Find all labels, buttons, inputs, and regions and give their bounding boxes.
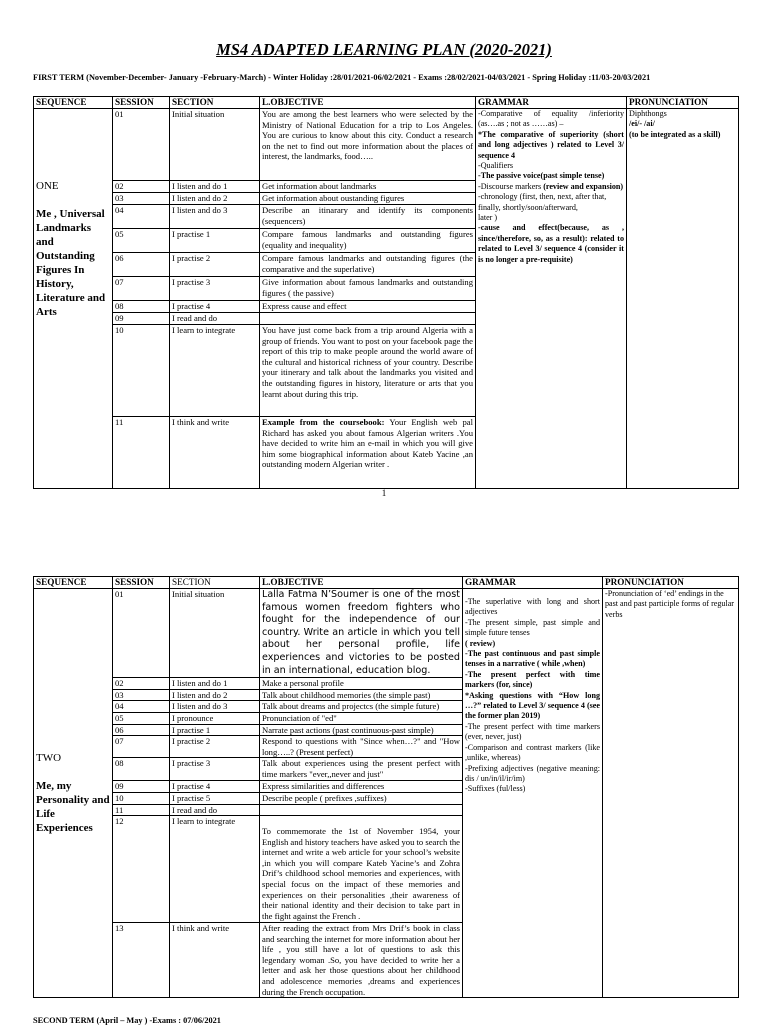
plan-table-sequence-two <box>33 576 739 998</box>
session-cell: 03 <box>113 193 170 205</box>
session-cell: 07 <box>113 277 170 301</box>
objective-lead: Example from the coursebook: <box>262 417 385 427</box>
section-cell: I think and write <box>170 923 260 998</box>
grammar-item-text: -cause and effect(because, as , since/therefore, so, as a result): related to related to Level 3/ sequence 4 (consider it is no longer a pre-requisite) <box>478 223 624 264</box>
header-grammar: GRAMMAR <box>476 97 627 109</box>
grammar-cell <box>476 109 627 489</box>
table-row <box>34 589 739 678</box>
objective-cell: Narrate past actions (past continuous-past simple) <box>260 724 463 736</box>
objective-text: Your English web pal Richard has asked you about famous Algerian writers .You have decided to write him an e-mail in which you will give him some biographical information about Kateb Yacine ,an outstanding modern Algerian writer . <box>262 417 473 470</box>
header-sequence: SEQUENCE <box>34 97 113 109</box>
grammar-item <box>465 743 600 764</box>
section-cell: I read and do <box>170 804 260 816</box>
grammar-item-text: later ) <box>478 213 498 223</box>
session-cell: 02 <box>113 181 170 193</box>
header-pronunciation: PRONUNCIATION <box>627 97 739 109</box>
grammar-item <box>478 161 624 171</box>
objective-cell: You have just come back from a trip around Algeria with a group of friends. You want to post on your facebook page the report of this trip to make people around the world aware of the cultural and historical richness of your country. Describe your itinerary and talk about the landmarks you visited and the outstanding figures in history, literature or arts that you learnt about during this trip. <box>260 325 476 417</box>
session-cell: 09 <box>113 781 170 793</box>
grammar-item-text: -Suffixes (ful/less) <box>465 784 526 794</box>
session-cell: 04 <box>113 701 170 713</box>
section-cell: I listen and do 3 <box>170 205 260 229</box>
section-cell: I practise 1 <box>170 229 260 253</box>
pronunciation-item: /ei/- /ai/ <box>629 119 655 129</box>
objective-cell: You are among the best learners who were selected by the Ministry of National Education for a trip to Los Angeles. You are curious to know about this city. Conduct a research on the net to find out more information about the places of interest, the landmarks, food….. <box>260 109 476 181</box>
session-cell: 10 <box>113 325 170 417</box>
session-cell: 05 <box>113 712 170 724</box>
section-cell: I practise 2 <box>170 253 260 277</box>
sequence-cell <box>34 589 113 998</box>
grammar-item <box>465 597 600 618</box>
session-cell: 10 <box>113 792 170 804</box>
grammar-item-text: -The superlative with long and short adjectives <box>465 597 600 617</box>
objective-cell: Compare famous landmarks and outstanding figures (equality and inequality) <box>260 229 476 253</box>
grammar-item <box>465 691 600 722</box>
grammar-cell <box>463 589 603 998</box>
objective-cell: Talk about childhood memories (the simple past) <box>260 689 463 701</box>
section-cell: I listen and do 3 <box>170 701 260 713</box>
grammar-item <box>478 171 624 181</box>
session-cell: 05 <box>113 229 170 253</box>
objective-cell: To commemorate the 1st of November 1954, your English and history teachers have asked you to search the internet and write a web article for your school’s website ,in which you will compare Kateb Yacine’s and Zohra Drif’s childhood school memories and experiences, with special focus on the impact of these memories and experiences on their personalities ,their awareness of their national identity and their decision to take part in the fight against the French . <box>260 816 463 923</box>
pronunciation-cell <box>627 109 739 489</box>
section-cell: I practise 2 <box>170 736 260 758</box>
session-cell: 01 <box>113 109 170 181</box>
table-header-row <box>34 97 739 109</box>
grammar-item <box>465 670 600 691</box>
section-cell: I practise 1 <box>170 724 260 736</box>
grammar-item <box>465 639 600 649</box>
grammar-item-text: -Comparative of equality /inferiority (as….as ; not as ……as) – <box>478 109 624 129</box>
objective-cell: Describe an itinarary and identify its components (sequencers) <box>260 205 476 229</box>
objective-cell: Compare famous landmarks and outstanding figures (the comparative and the superlative) <box>260 253 476 277</box>
section-cell: I practise 5 <box>170 792 260 804</box>
objective-cell: Talk about dreams and projectcs (the simple future) <box>260 701 463 713</box>
session-cell: 09 <box>113 313 170 325</box>
grammar-item <box>478 109 624 130</box>
header-session: SESSION <box>113 97 170 109</box>
grammar-item-text: -Comparison and contrast markers (like ,unlike, whereas) <box>465 742 600 763</box>
objective-cell: Get information about landmarks <box>260 181 476 193</box>
section-cell: Initial situation <box>170 109 260 181</box>
session-cell: 08 <box>113 301 170 313</box>
section-cell: I listen and do 2 <box>170 193 260 205</box>
table-row <box>34 109 739 181</box>
section-cell: I listen and do 1 <box>170 181 260 193</box>
session-cell: 02 <box>113 678 170 690</box>
grammar-item-text: -The present perfect with time markers (ever, never, just) <box>465 721 600 742</box>
session-cell: 07 <box>113 736 170 758</box>
objective-cell: Respond to questions with "Since when…?" and "How long…..? (Present perfect) <box>260 736 463 758</box>
session-cell: 08 <box>113 758 170 781</box>
grammar-item <box>465 784 600 794</box>
session-cell: 06 <box>113 253 170 277</box>
objective-cell <box>260 313 476 325</box>
header-objective: L.OBJECTIVE <box>260 577 463 589</box>
sequence-cell <box>34 109 113 489</box>
objective-cell: Make a personal profile <box>260 678 463 690</box>
sequence-number: TWO <box>36 752 62 765</box>
grammar-item-text: ( review) <box>465 638 496 648</box>
grammar-item <box>465 764 600 785</box>
session-cell: 13 <box>113 923 170 998</box>
grammar-item <box>478 182 624 192</box>
session-cell: 12 <box>113 816 170 923</box>
section-cell: I listen and do 2 <box>170 689 260 701</box>
grammar-item <box>465 722 600 743</box>
section-cell: I think and write <box>170 417 260 489</box>
objective-cell: Give information about famous landmarks and outstanding figures ( the passive) <box>260 277 476 301</box>
sequence-title: Me, my Personality and Life Experiences <box>36 780 110 835</box>
page-number: 1 <box>381 488 387 498</box>
plan-table-sequence-one <box>33 96 739 489</box>
objective-cell: Express cause and effect <box>260 301 476 313</box>
grammar-item <box>465 649 600 670</box>
header-sequence: SEQUENCE <box>34 577 113 589</box>
session-cell: 11 <box>113 417 170 489</box>
grammar-item <box>478 213 624 223</box>
header-pronunciation: PRONUNCIATION <box>603 577 739 589</box>
pronunciation-item: Diphthongs <box>629 109 667 118</box>
section-cell: I practise 3 <box>170 277 260 301</box>
grammar-item <box>478 203 624 213</box>
objective-cell: After reading the extract from Mrs Drif’s book in class and searching the internet for more information about her life , you still have a lot of questions to ask this legendary woman .So, you have decided to write her a letter and ask her those questions about her childhood and adolescence memories ,dreams and experiences during the French occupation. <box>260 923 463 998</box>
session-cell: 11 <box>113 804 170 816</box>
objective-cell <box>260 804 463 816</box>
section-cell: I read and do <box>170 313 260 325</box>
grammar-item-text: -Qualifiers <box>478 161 514 171</box>
objective-cell: Lalla Fatma N’Soumer is one of the most famous women freedom fighters who fought for the independence of our country. Write an article in which you tell about her personal profile, life experiences and victories to be posted in an international, education blog. <box>260 589 463 678</box>
pronunciation-cell <box>603 589 739 998</box>
grammar-item-text: -The past continuous and past simple tenses in a narrative ( while ,when) <box>465 649 600 669</box>
header-session: SESSION <box>113 577 170 589</box>
grammar-item-text: -The present perfect with time markers (for, since) <box>465 669 600 690</box>
grammar-item-text: -chronology (first, then, next, after that, <box>478 192 607 202</box>
session-cell: 04 <box>113 205 170 229</box>
section-cell: I learn to integrate <box>170 816 260 923</box>
grammar-item-text: *Asking questions with “How long …?” related to Level 3/ sequence 4 (see the former plan 2019) <box>465 690 600 721</box>
objective-cell: Get information about oustanding figures <box>260 193 476 205</box>
grammar-item-text: -Prefixing adjectives (negative meaning: dis / un/in/il/ir/im) <box>465 763 600 783</box>
header-objective: L.OBJECTIVE <box>260 97 476 109</box>
header-grammar: GRAMMAR <box>463 577 603 589</box>
sequence-number: ONE <box>36 180 59 192</box>
session-cell: 06 <box>113 724 170 736</box>
header-section: SECTION <box>170 577 260 589</box>
objective-cell: Talk about experiences using the present perfect with time markers "ever,,never and just" <box>260 758 463 781</box>
grammar-item <box>465 618 600 639</box>
objective-cell: Express similarities and differences <box>260 781 463 793</box>
grammar-item-tail: (review and expansion) <box>543 181 624 191</box>
grammar-item <box>478 223 624 265</box>
table-header-row <box>34 577 739 589</box>
section-cell: I learn to integrate <box>170 325 260 417</box>
section-cell: I practise 4 <box>170 781 260 793</box>
grammar-item-text: -Discourse markers <box>478 181 544 191</box>
section-cell: I listen and do 1 <box>170 678 260 690</box>
grammar-item <box>478 192 624 202</box>
section-cell: I pronounce <box>170 712 260 724</box>
grammar-item-text: -The passive voice(past simple tense) <box>478 171 605 181</box>
objective-cell: Pronunciation of "ed" <box>260 712 463 724</box>
grammar-item-text: -The present simple, past simple and simple future tenses <box>465 617 600 638</box>
grammar-item-text: finally, shortly/soon/afterward, <box>478 202 578 212</box>
grammar-item <box>478 130 624 161</box>
first-term-line: FIRST TERM (November-December- January -February-March) - Winter Holiday :28/01/2021-06/02/2021 - Exams :28/02/2021-04/03/2021 - Spring Holiday :11/03-20/03/2021 <box>33 73 651 82</box>
objective-cell <box>260 417 476 489</box>
objective-cell: Describe people ( prefixes ,suffixes) <box>260 792 463 804</box>
section-cell: Initial situation <box>170 589 260 678</box>
grammar-item-text: *The comparative of superiority (short and long adjectives ) related to Level 3/ sequence 4 <box>478 129 624 160</box>
section-cell: I practise 3 <box>170 758 260 781</box>
pronunciation-item: (to be integrated as a skill) <box>629 129 721 139</box>
sequence-title: Me , Universal Landmarks and Outstanding Figures In History, Literature and Arts <box>36 208 106 318</box>
header-section: SECTION <box>170 97 260 109</box>
session-cell: 03 <box>113 689 170 701</box>
section-cell: I practise 4 <box>170 301 260 313</box>
second-term-line: SECOND TERM (April – May ) -Exams : 07/06/2021 <box>33 1016 221 1025</box>
document-title: MS4 ADAPTED LEARNING PLAN (2020-2021) <box>216 40 552 59</box>
session-cell: 01 <box>113 589 170 678</box>
pronunciation-item: -Pronunciation of ‘ed’ endings in the past and past participle forms of regular verbs <box>605 589 735 619</box>
